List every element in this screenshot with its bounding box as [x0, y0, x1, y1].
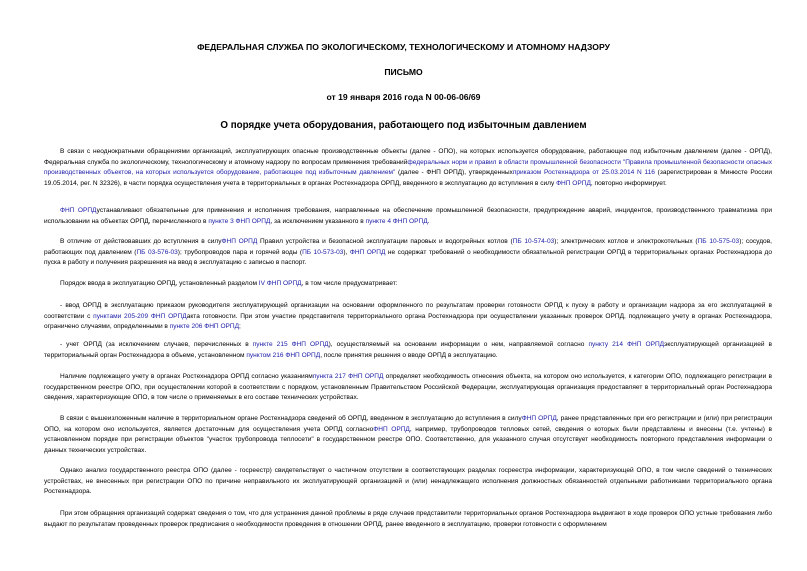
paragraph-text: - учет ОРПД (за исключением случаев, перечисленных в — [60, 341, 253, 348]
paragraph-text: ), — [343, 248, 350, 256]
document-link[interactable]: ФНП ОРПД — [556, 179, 591, 187]
paragraph-text: (далее - ФНП ОРПД), утвержденных — [395, 169, 513, 176]
document-link[interactable]: пункте 4 ФНП ОРПД — [365, 217, 428, 225]
paragraph-text: Наличие подлежащего учету в органах Ростехнадзора ОРПД согласно указаниям — [60, 373, 313, 380]
paragraph-text: , после принятия решения о вводе ОРПД в эксплуатацию. — [320, 351, 498, 359]
document-link[interactable]: ПБ 10-573-03 — [302, 248, 344, 256]
paragraph-text: ), осуществляемый на основании информации о нем, направляемой согласно — [328, 341, 589, 348]
paragraph-text: ; — [239, 323, 241, 330]
paragraph-text: , в том числе предусматривает: — [301, 280, 398, 287]
paragraph-text: - ввод ОРПД в эксплуатацию приказом руководителя эксплуатирующей организации на основании оформленного по результатам проверки готовности ОРПД к пуску в работу и организации надзора за его эксплуатацией в соответствии с — [44, 302, 772, 320]
document-link[interactable]: ПБ 03-576-03 — [136, 248, 178, 256]
paragraph-text: , например, трубопроводов тепловых сетей, сведения о которых были представлены и внесены (т.е. учтены) в установленном порядке при регистрации объектов "участок трубопровода теплосети" в государственном реестре ОПО. Соответственно, для указанного случая отсутствует необходимость повторного представления информации о данных технических устройствах. — [44, 425, 772, 454]
document-link[interactable]: ПБ 10-574-03 — [512, 238, 555, 245]
paragraph-text: ); сосудов, работающих под давлением ( — [44, 238, 772, 256]
paragraph — [44, 237, 772, 269]
paragraph-text: не содержат требований о необходимости обязательной регистрации ОРПД в территориальных органах Ростехнадзора до пуска в работу и получения разрешения на ввод в эксплуатацию с записью в паспорт. — [44, 248, 772, 266]
document-link[interactable]: ПБ 10-575-03 — [697, 238, 740, 245]
paragraph — [44, 466, 772, 498]
paragraph-text: устанавливают обязательные для применения и исполнения требования, направленные на обеспечение промышленной безопасности, предупреждение аварий, инцидентов, производственного травматизма при использовании на объектах ОРПД, перечисленного в — [44, 207, 772, 225]
agency-heading: ФЕДЕРАЛЬНАЯ СЛУЖБА ПО ЭКОЛОГИЧЕСКОМУ, ТЕХНОЛОГИЧЕСКОМУ И АТОМНОМУ НАДЗОРУ — [197, 42, 610, 52]
document-link[interactable]: пунктами 205-209 ФНП ОРПД — [93, 312, 187, 320]
paragraph — [44, 206, 772, 227]
document-link[interactable]: пункте 206 ФНП ОРПД — [169, 323, 240, 330]
paragraph — [44, 414, 772, 456]
paragraph — [44, 279, 772, 290]
paragraph — [44, 340, 772, 361]
document-link[interactable]: пункта 217 ФНП ОРПД — [312, 373, 384, 380]
document-link[interactable]: пункте 215 ФНП ОРПД — [252, 341, 329, 348]
document-link[interactable]: ФНП ОРПД — [221, 238, 258, 245]
paragraph-text: В связи с неоднократными обращениями организаций, эксплуатирующих опасные производственные объекты (далее - ОПО), на которых используется оборудование, работающее под избыточным давлением (далее - ОРПД), Федеральная служба по экологическому, технологическому и атомному надзору по вопросам применения требований — [44, 148, 772, 166]
paragraph-text: , повторно информирует. — [590, 179, 667, 187]
paragraph — [44, 147, 772, 189]
paragraph — [44, 372, 772, 404]
document-link[interactable]: пунктом 216 ФНП ОРПД — [246, 351, 321, 359]
paragraph — [44, 509, 772, 530]
paragraph-text: . — [427, 217, 430, 225]
document-link[interactable]: ФНП ОРПД — [521, 415, 557, 422]
document-link[interactable]: пункте 3 ФНП ОРПД — [208, 217, 271, 225]
document-link[interactable]: ФНП ОРПД — [349, 248, 386, 256]
paragraph — [44, 301, 772, 333]
paragraph-text: ); электрических котлов и электрокотельных ( — [554, 238, 698, 245]
paragraph-text: При этом обращения организаций содержат сведения о том, что для устранения данной проблемы в ряде случаев представители территориальных органов Ростехнадзора выдвигают в ходе проверок ОПО устные требования либо выдают по результатам проведенных проверок предписания о необходимости проведения в отношении ОРПД, ранее введенного в эксплуатацию, проверки готовности с оформлением — [44, 510, 772, 528]
paragraph-text: , за исключением указанного в — [270, 217, 366, 225]
paragraph-text: акта готовности. При этом участие представителя территориального органа Ростехнадзора при осуществлении указанных проверок ОРПД, подлежащего учету в органах Ростехнадзора, ограничено случаями, определенными в — [44, 312, 772, 330]
document-link[interactable]: IV ФНП ОРПД — [258, 280, 302, 287]
paragraph-text: эксплуатирующей организацией в территориальный орган Ростехнадзора в объеме, установленном — [44, 341, 772, 359]
paragraph-text: В отличие от действовавших до вступления в силу — [60, 238, 222, 245]
paragraph-text: (зарегистрирован в Минюсте России 19.05.2014, рег. N 32326), в части порядка осуществления учета в территориальных в органах Ростехнадзора ОРПД, введенного в эксплуатацию до вступления в силу — [44, 169, 772, 187]
document-type: ПИСЬМО — [384, 67, 423, 77]
document-link[interactable]: ФНП ОРПД — [373, 425, 410, 433]
paragraph-text: Правил устройства и безопасной эксплуатации паровых и водогрейных котлов ( — [257, 238, 513, 245]
document-date-number: от 19 января 2016 года N 00-06-06/69 — [326, 92, 481, 102]
paragraph-text: , ранее представленных при его регистрации и (или) при регистрации ОПО, на котором оно используется, является достаточным для осуществления учета ОРПД согласно — [44, 415, 772, 433]
paragraph-text: ); трубопроводов пара и горячей воды ( — [177, 248, 303, 256]
paragraph-text: определяет необходимость отнесения объекта, на котором оно используется, к категории ОПО, подлежащего регистрации в государственном реестре ОПО, при осуществлении которой в соответствии с порядком, установленным Правительством Российской Федерации, эксплуатирующая организация предоставляет в территориальный орган Ростехнадзора сведения, характеризующие ОПО, в том числе о применяемых в его составе технических устройствах. — [44, 373, 772, 401]
document-link[interactable]: пункту 214 ФНП ОРПД — [588, 341, 665, 348]
paragraph-text: Однако анализ государственного реестра ОПО (далее - госреестр) свидетельствует о частичном отсутствии в соответствующих разделах госреестра информации, характеризующей ОПО, в том числе сведений о технических устройствах, не внесенных при регистрации ОПО по причине неправильного их эксплуатирующей организацией и (или) ненадлежащего исполнения должностных обязанностей отдельными работниками территориального органа Ростехнадзора. — [44, 467, 772, 495]
document-subject: О порядке учета оборудования, работающего под избыточным давлением — [220, 120, 587, 131]
paragraph-text: В связи с вышеизложенным наличие в территориальном органе Ростехнадзора сведений об ОРПД, введенном в эксплуатацию до вступления в силу — [60, 415, 522, 422]
document-link[interactable]: федеральных норм и правил в области промышленной безопасности "Правила промышленной безопасности опасных производственных объектов, на которых используется оборудование, работающее под избыточным давлением" — [44, 158, 772, 176]
paragraph-text: Порядок ввода в эксплуатацию ОРПД, установленный разделом — [60, 280, 259, 287]
document-link[interactable]: ФНП ОРПД — [60, 207, 97, 214]
document-link[interactable]: приказом Ростехнадзора от 25.03.2014 N 116 — [512, 169, 655, 176]
